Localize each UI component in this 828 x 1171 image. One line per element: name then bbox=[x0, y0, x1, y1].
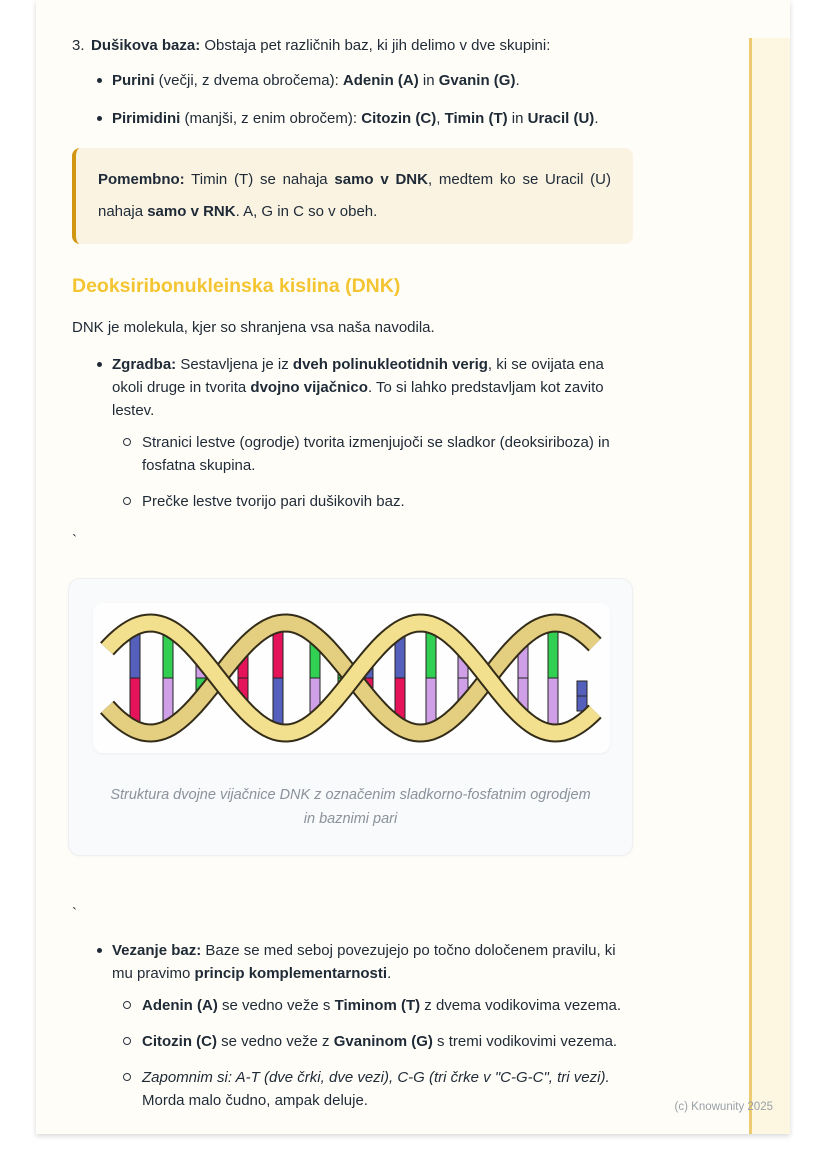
base-pairing-list bbox=[72, 939, 633, 1112]
important-callout bbox=[72, 148, 633, 244]
bullet-icon bbox=[97, 362, 102, 367]
list-item-text: Purini (večji, z dvema obročema): Adenin (A) in Gvanin (G). bbox=[112, 72, 520, 89]
circle-bullet-icon bbox=[123, 1073, 131, 1081]
bullet-icon bbox=[97, 116, 102, 121]
list-item bbox=[97, 353, 633, 513]
base-pairing-sublist bbox=[112, 994, 633, 1112]
list-item-text: Pirimidini (manjši, z enim obročem): Citozin (C), Timin (T) in Uracil (U). bbox=[112, 110, 599, 127]
stray-backtick: ` bbox=[72, 532, 77, 549]
numbered-list-item bbox=[72, 34, 633, 57]
document-page bbox=[36, 0, 790, 1134]
section-heading: Deoksiribonukleinska kislina (DNK) bbox=[72, 275, 401, 297]
list-item bbox=[123, 431, 633, 477]
structure-list bbox=[72, 353, 633, 513]
list-item bbox=[123, 490, 633, 513]
list-item bbox=[97, 939, 633, 1112]
structure-sublist bbox=[112, 431, 633, 513]
callout-text: Pomembno: Timin (T) se nahaja samo v DNK, medtem ko se Uracil (U) nahaja samo v RNK. A, G in C so v obeh. bbox=[98, 171, 611, 220]
bullet-icon bbox=[97, 78, 102, 83]
list-item-text: Adenin (A) se vedno veže s Timinom (T) z dvema vodikovima vezema. bbox=[142, 997, 622, 1014]
circle-bullet-icon bbox=[123, 1001, 131, 1009]
bullet-icon bbox=[97, 948, 102, 953]
list-item bbox=[123, 1030, 633, 1053]
base-groups-list bbox=[72, 69, 633, 130]
list-item-text: Dušikova baza: Obstaja pet različnih baz, ki jih delimo v dve skupini: bbox=[91, 37, 551, 54]
list-item bbox=[123, 1066, 633, 1112]
list-item bbox=[97, 107, 633, 130]
dna-figure bbox=[68, 578, 633, 856]
list-number: 3. bbox=[72, 37, 85, 54]
list-item-text: Prečke lestve tvorijo pari dušikovih baz. bbox=[142, 493, 405, 510]
right-margin-strip bbox=[749, 38, 790, 1134]
circle-bullet-icon bbox=[123, 438, 131, 446]
list-item-text: Vezanje baz: Baze se med seboj povezujejo po točno določenem pravilu, ki mu pravimo princip komplementarnosti. bbox=[112, 942, 616, 982]
list-item-text: Stranici lestve (ogrodje) tvorita izmenjujoči se sladkor (deoksiriboza) in fosfatna skupina. bbox=[142, 434, 610, 474]
circle-bullet-icon bbox=[123, 1037, 131, 1045]
intro-paragraph: DNK je molekula, kjer so shranjena vsa naša navodila. bbox=[72, 319, 435, 336]
list-item-text: Zgradba: Sestavljena je iz dveh polinukleotidnih verig, ki se ovijata ena okoli druge in tvorita dvojno vijačnico. To si lahko predstavljam kot zavito lestev. bbox=[112, 356, 604, 419]
figure-caption: Struktura dvojne vijačnice DNK z označenim sladkorno-fosfatnim ogrodjem in baznimi pari bbox=[110, 787, 591, 827]
dna-helix-illustration bbox=[93, 603, 610, 753]
list-item bbox=[123, 994, 633, 1017]
list-item bbox=[97, 69, 633, 92]
list-item-text: Zapomnim si: A-T (dve črki, dve vezi), C-G (tri črke v "C-G-C", tri vezi). Morda malo čudno, ampak deluje. bbox=[142, 1069, 610, 1109]
copyright-watermark: (c) Knowunity 2025 bbox=[674, 1101, 773, 1113]
list-item-text: Citozin (C) se vedno veže z Gvaninom (G) s tremi vodikovimi vezema. bbox=[142, 1033, 618, 1050]
stray-backtick: ` bbox=[72, 905, 77, 922]
circle-bullet-icon bbox=[123, 497, 131, 505]
page-content bbox=[72, 0, 633, 1127]
dna-image-panel bbox=[93, 603, 610, 753]
